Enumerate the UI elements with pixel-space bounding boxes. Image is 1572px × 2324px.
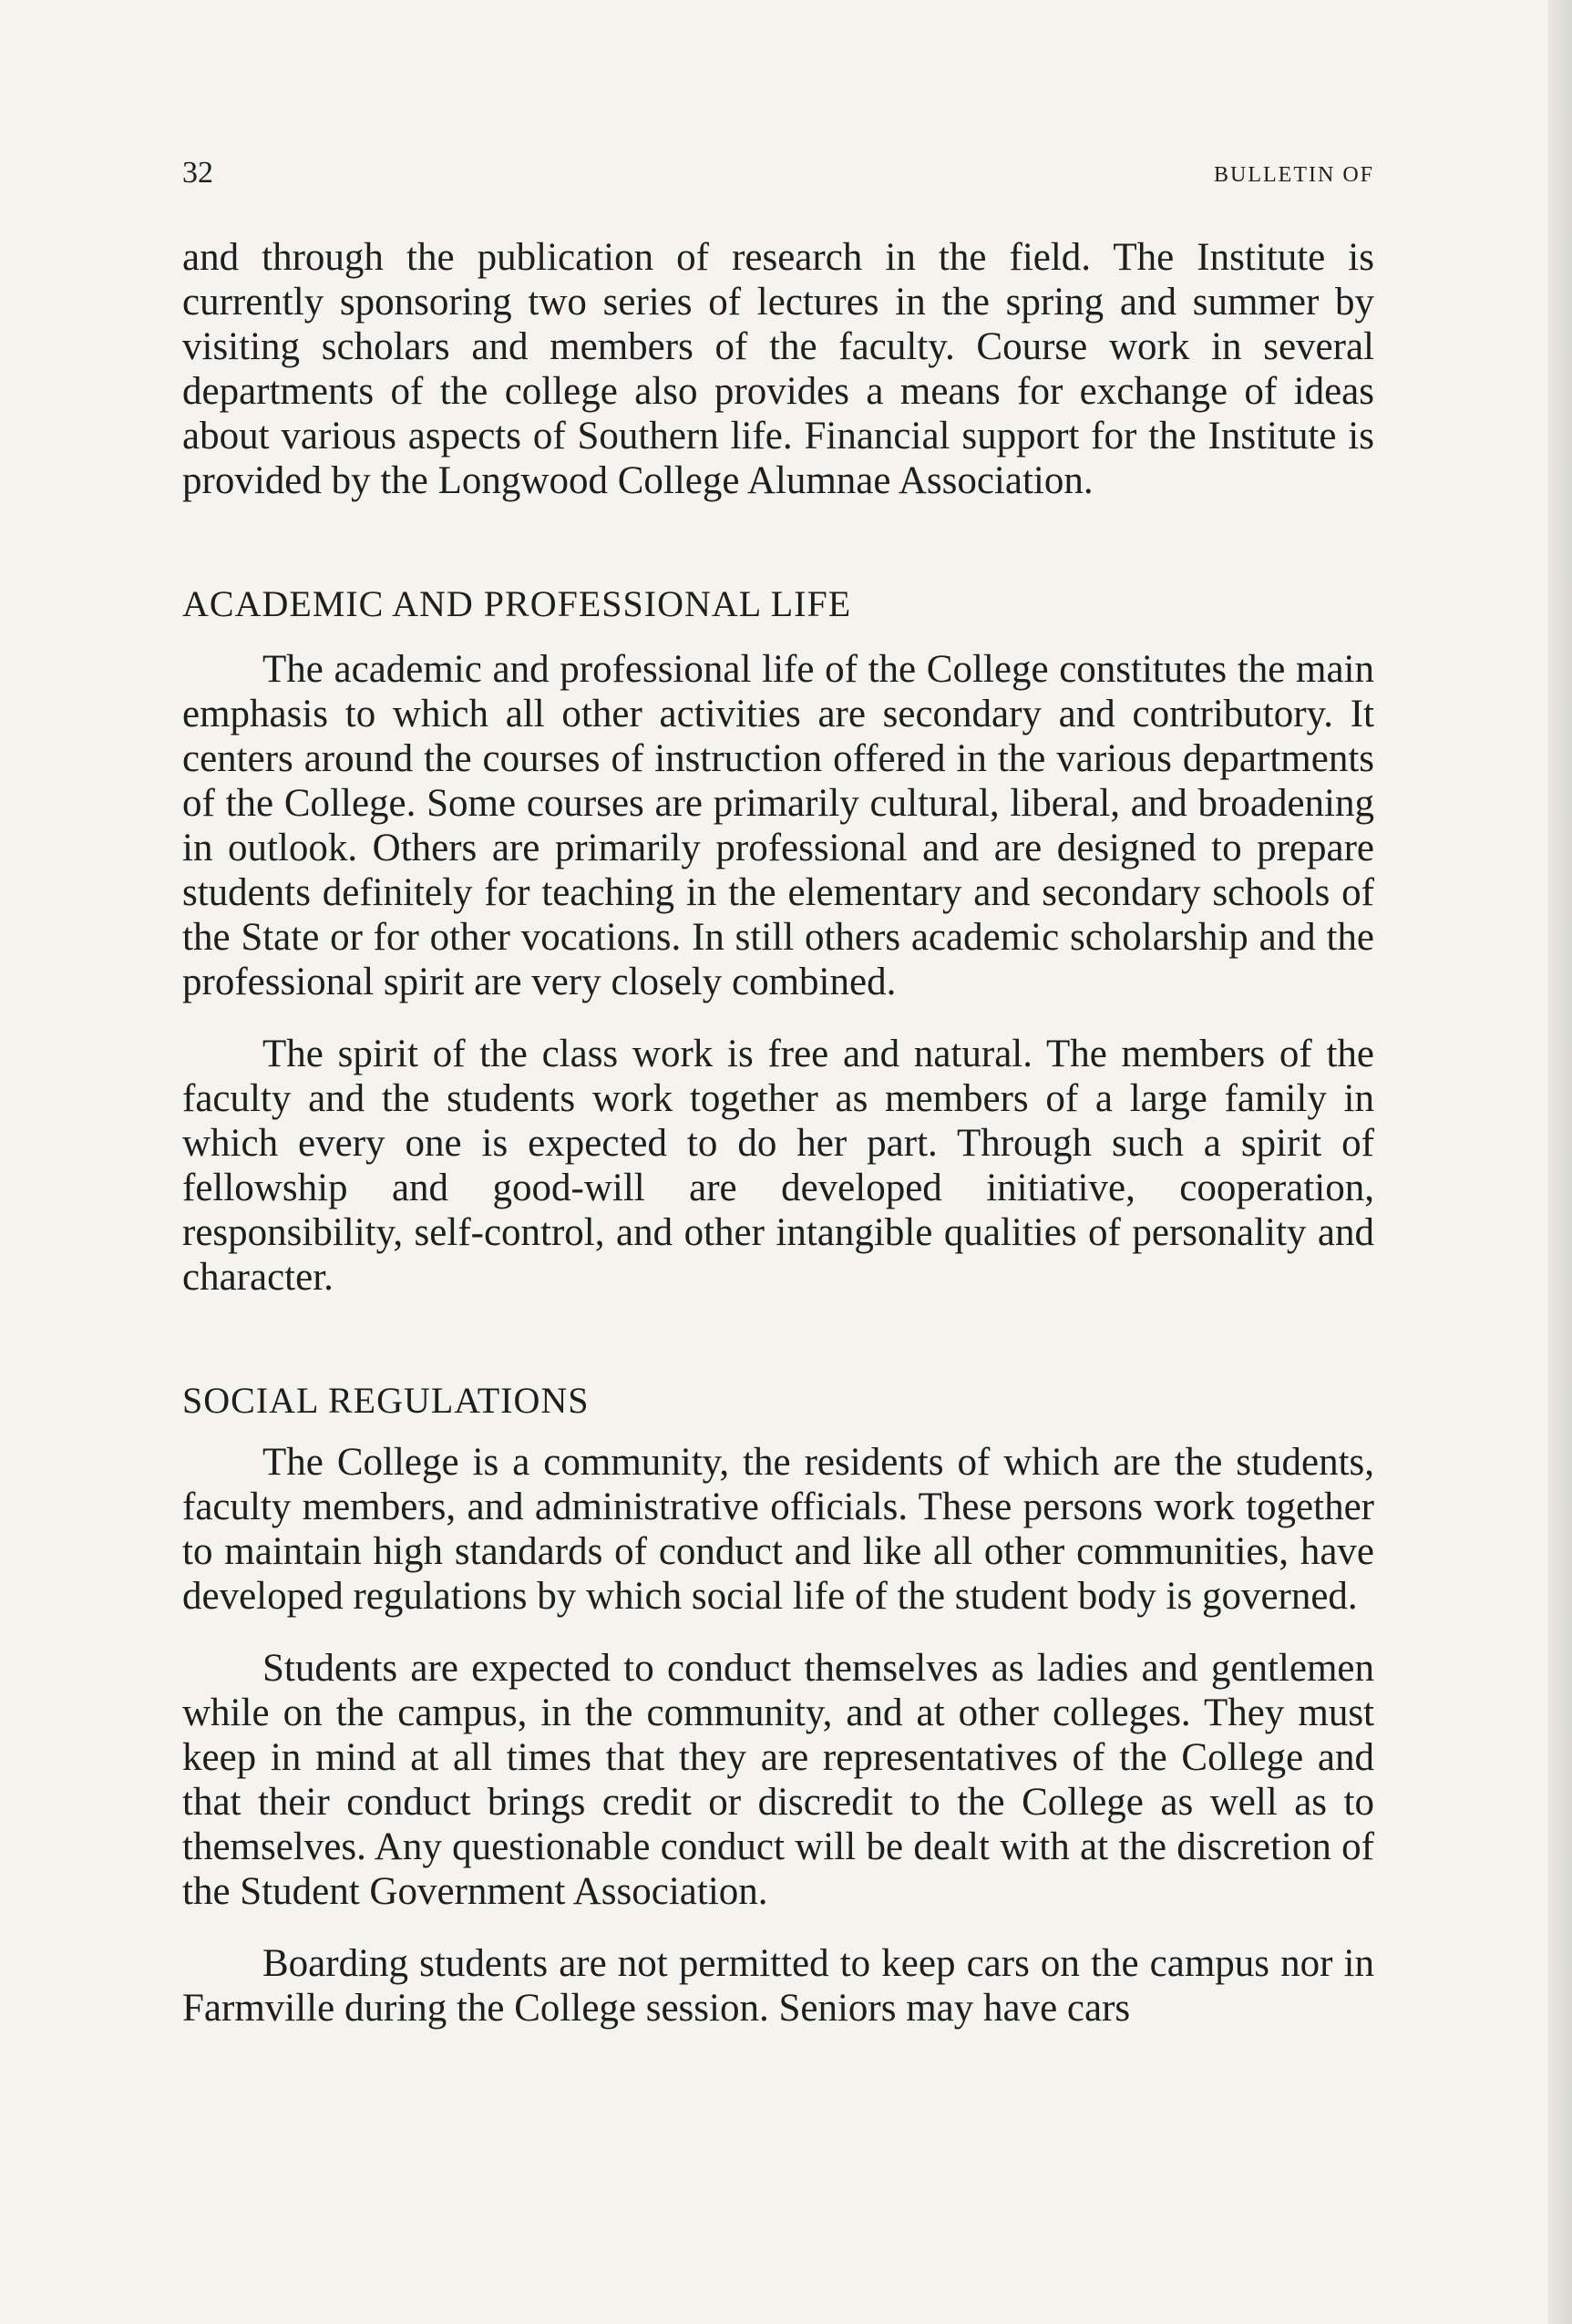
section-heading-social: SOCIAL REGULATIONS: [182, 1380, 590, 1421]
intro-paragraph: and through the publication of research in the field. The Institute is currently sponsoring two series of lectures in the spring and summer by visiting scholars and members of the faculty. Course work in several departments of the college also provides a means for exchange of ideas about various aspects of Southern life. Financial support for the Institute is provided by the Longwood College Alumnae Association.: [182, 236, 1374, 502]
section-heading-academic: ACADEMIC AND PROFESSIONAL LIFE: [182, 583, 852, 624]
academic-paragraph: The academic and professional life of the College constitutes the main emphasis to which all other activities are secondary and contributory. It centers around the courses of instruction offered in the various departments of the College. Some courses are primarily cultural, liberal, and broadening in outlook. Others are primarily professional and are designed to prepare students definitely for teaching in the elementary and secondary schools of the State or for other vocations. In still others academic scholarship and the professional spirit are very closely combined.: [182, 648, 1374, 1003]
page-edge-shadow: [1548, 0, 1572, 2324]
page-header: [182, 155, 1374, 210]
social-paragraph: The College is a community, the residents of which are the students, faculty members, and administrative officials. These persons work together to maintain high standards of conduct and like all other communities, have developed regulations by which social life of the student body is governed.: [182, 1441, 1374, 1618]
academic-paragraph: The spirit of the class work is free and natural. The members of the faculty and the students work together as members of a large family in which every one is expected to do her part. Through such a spirit of fellowship and good-will are developed initiative, cooperation, responsibility, self-control, and other intangible qualities of personality and character.: [182, 1033, 1374, 1299]
page-number: 32: [182, 156, 213, 190]
social-paragraph: Students are expected to conduct themselves as ladies and gentlemen while on the campus, in the community, and at other colleges. They must keep in mind at all times that they are representatives of the College and that their conduct brings credit or discredit to the College as well as to themselves. Any questionable conduct will be dealt with at the discretion of the Student Government Association.: [182, 1647, 1374, 1913]
running-head: BULLETIN OF: [1214, 163, 1374, 187]
social-paragraph: Boarding students are not permitted to keep cars on the campus nor in Farmville during the College session. Seniors may have cars: [182, 1942, 1374, 2030]
page-body: [182, 235, 1374, 2031]
